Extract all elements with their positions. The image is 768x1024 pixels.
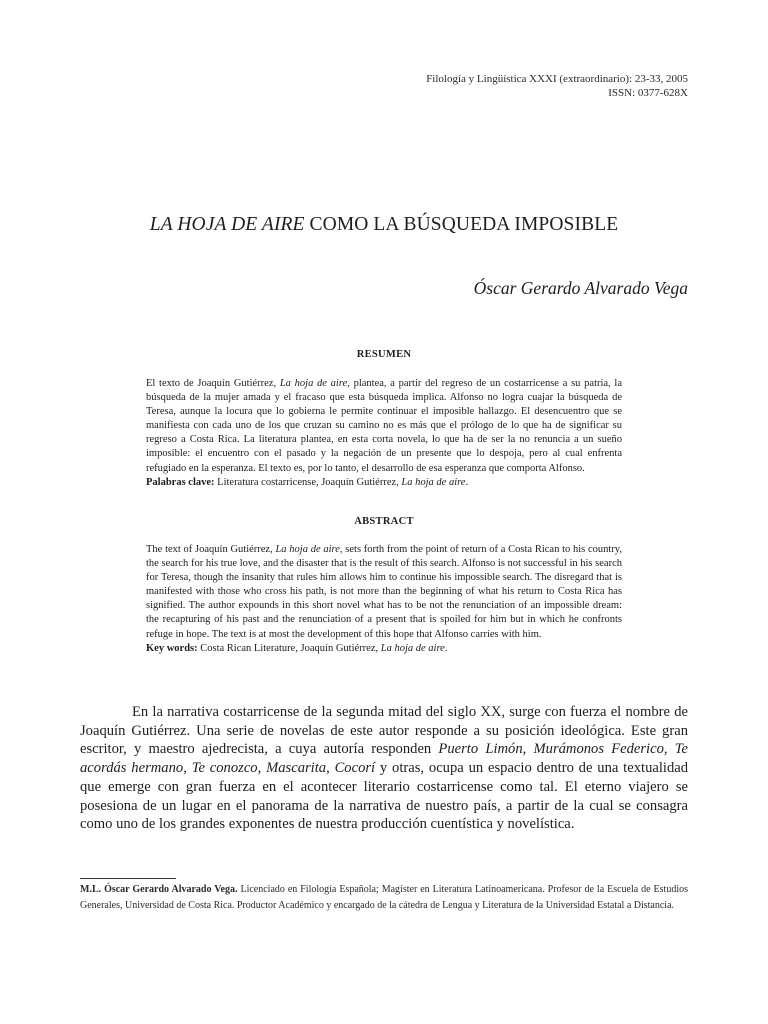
separator: , (183, 760, 192, 777)
abstract-text-a: The text of Joaquín Gutiérrez, (146, 544, 276, 555)
separator: , (522, 741, 534, 758)
work-title: Te acordás hermano (80, 741, 688, 777)
abstract-work: La hoja de aire, (275, 544, 343, 555)
abstract-keywords-list: Costa Rican Literature, Joaquín Gutiérrez, (197, 642, 381, 654)
resumen-work: La hoja de aire (279, 378, 348, 389)
resumen-text (146, 377, 622, 476)
resumen-heading: RESUMEN (356, 349, 412, 360)
work-title: Te conozco (191, 760, 258, 777)
abstract-heading: ABSTRACT (354, 516, 414, 527)
separator: , (257, 760, 267, 777)
footnote-author: M.L. Óscar Gerardo Alvarado Vega. (80, 884, 238, 895)
separator: , (663, 741, 675, 758)
footnote-text: Licenciado en Filología Española; Magíster en Literatura Latinoamericana. Profesor de la Escuela de Estudios Generales, Universidad de Costa Rica. Productor Académico y encargado de la cátedra de Lengua y Literatura de la Universidad Estatal a Distancia. (80, 884, 688, 911)
work-title: Puerto Limón (438, 741, 523, 758)
work-title: Mascarita (266, 760, 327, 777)
abstract-keywords (146, 642, 622, 656)
journal-citation: Filología y Lingüística XXXI (extraordinario): 23-33, 2005 (426, 73, 688, 85)
journal-header (426, 72, 688, 100)
abstract-block (146, 543, 622, 656)
abstract-keywords-work: La hoja de aire (380, 642, 445, 654)
separator: , (326, 760, 335, 777)
abstract-text (146, 543, 622, 642)
article-title (80, 214, 688, 236)
resumen-block (146, 377, 622, 490)
abstract-keywords-end: . (444, 642, 448, 654)
body-paragraph-text (80, 703, 688, 834)
resumen-text-a: El texto de Joaquín Gutiérrez, (146, 378, 280, 389)
abstract-text-b: sets forth from the point of return of a Costa Rican to his country, the search for his true love, and the disaster that is the result of this search. Alfonso is not successful in his search for Teresa, though the insanity that rules him allows him to continue his impossible search. The disregard that is manifested with those who cross his path, is not more than the beginning of what his return to Costa Rica has signified. The author expounds in this short novel what has to be not the renunciation of an impossible dream: the recapturing of his past and the renunciation of a present that is spoiled for him but in which he confronts refuge in hope. The text is at most the development of this hope that Alfonso carries with him. (146, 544, 622, 640)
body-text-start: En la narrativa costarricense de la segunda mitad del siglo XX, surge con fuerza el nombre de Joaquín Gutiérrez. Una serie de novelas de este autor responde a su posición ideológica. Este gran escritor, y maestro ajedrecista, a cuya autoría responden (80, 704, 688, 758)
body-paragraph (80, 703, 688, 834)
resumen-keywords-end: . (465, 476, 469, 488)
title-rest: COMO LA BÚSQUEDA IMPOSIBLE (304, 214, 619, 235)
resumen-keywords (146, 476, 622, 490)
resumen-keywords-list: Literatura costarricense, Joaquín Gutiérrez, (214, 476, 402, 488)
abstract-keywords-label: Key words: (146, 642, 198, 654)
resumen-keywords-label: Palabras clave: (146, 476, 215, 488)
footnote-divider (80, 878, 176, 879)
work-title: Cocorí (334, 760, 376, 777)
work-title: Murámonos Federico (533, 741, 664, 758)
author-name: Óscar Gerardo Alvarado Vega (473, 278, 688, 298)
author-footnote (80, 882, 688, 913)
resumen-text-b: , plantea, a partir del regreso de un costarricense a su patria, la búsqueda de la mujer amada y el fracaso que esta búsqueda implica. Alfonso no logra cuajar la búsqueda de Teresa, aunque la locura que lo gobierna le permite continuar el imposible hallazgo. El desencuentro que se manifiesta con cada uno de los que cruzan su camino no es más que el prólogo de lo que ha de significar su regreso a Costa Rica. La literatura plantea, en esta corta novela, lo que ha de ser la no renuncia a un sueño imposible: el encuentro con el pasado y la negación de un presente que lo despoja, pero al cual enfrenta refugiado en la esperanza. El texto es, por lo tanto, el desarrollo de esa esperanza que comporta Alfonso. (146, 378, 622, 474)
body-text-end: y otras, ocupa un espacio dentro de una textualidad que emerge con gran fuerza en el acontecer literario costarricense como tal. El eterno viajero se posesiona de un lugar en el panorama de la narrativa de nuestro país, a partir de la cual se consagra como uno de los grandes exponentes de nuestra producción cuentística y novelística. (80, 760, 689, 833)
title-work-name: LA HOJA DE AIRE (149, 214, 305, 235)
resumen-keywords-work: La hoja de aire (401, 476, 466, 488)
journal-issn: ISSN: 0377-628X (608, 87, 688, 99)
